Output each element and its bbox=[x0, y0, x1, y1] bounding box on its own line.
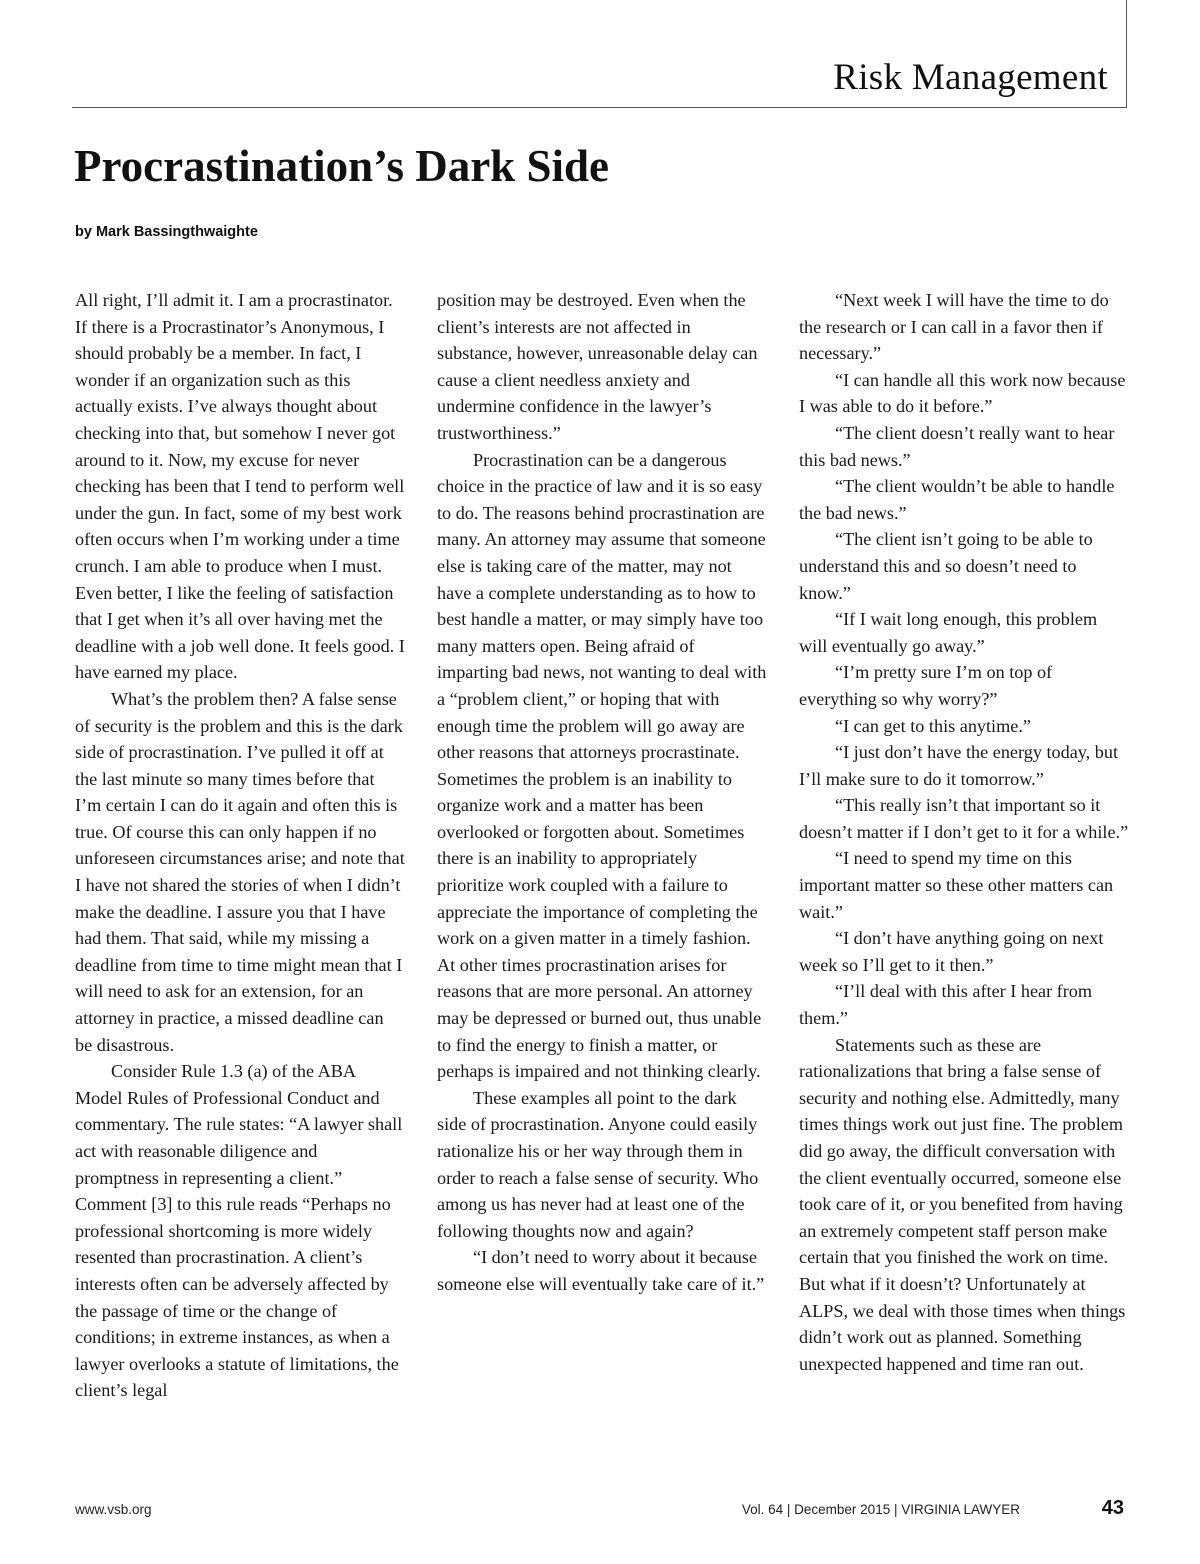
article-quote: “I can handle all this work now because I was able to do it before.” bbox=[799, 369, 1126, 417]
article-paragraph: Statements such as these are rationalizations that bring a false sense of security and nothing else. Admittedly, many times things work out just fine. The problem did go away, the difficult conversation with the client eventually occurred, someone else took care of it, or you benefited from having an extremely competent staff person make certain that you finished the work on time. But what if it doesn’t? Unfortunately at ALPS, we deal with those times when things didn’t work out as planned. Something unexpected happened and time ran out. bbox=[799, 1034, 1126, 1374]
article-byline: by Mark Bassingthwaighte bbox=[75, 224, 258, 240]
section-label: Risk Management bbox=[833, 57, 1108, 98]
article-column-1 bbox=[75, 287, 405, 1404]
header-vertical-rule bbox=[1126, 0, 1127, 108]
article-paragraph: What’s the problem then? A false sense of security is the problem and this is the dark side of procrastination. I’ve pulled it off at the last minute so many times before that I’m certain I can do it again and often this is true. Of course this can only happen if no unforeseen circumstances arise; and note that I have not shared the stories of when I didn’t make the deadline. I assure you that I have had them. That said, while my missing a deadline from time to time might mean that I will need to ask for an extension, for an attorney in practice, a missed deadline can be disastrous. bbox=[75, 688, 405, 1055]
header-rule bbox=[72, 107, 1127, 108]
article-column-3 bbox=[799, 287, 1129, 1377]
article-quote: “I don’t have anything going on next week so I’ll get to it then.” bbox=[799, 928, 1104, 975]
article-quote: “The client wouldn’t be able to handle the bad news.” bbox=[799, 476, 1115, 523]
article-column-2 bbox=[437, 287, 767, 1298]
article-quote: “I need to spend my time on this important matter so these other matters can wait.” bbox=[799, 848, 1114, 922]
article-quote: “If I wait long enough, this problem will eventually go away.” bbox=[799, 609, 1098, 656]
article-quote: “I’ll deal with this after I hear from them.” bbox=[799, 981, 1093, 1029]
footer-issue: Vol. 64 | December 2015 | VIRGINIA LAWYER bbox=[741, 1502, 1020, 1517]
article-quote: “This really isn’t that important so it doesn’t matter if I don’t get to it for a while.” bbox=[799, 795, 1129, 842]
article-quote: “I just don’t have the energy today, but I’ll make sure to do it tomorrow.” bbox=[799, 742, 1119, 789]
article-paragraph: These examples all point to the dark side of procrastination. Anyone could easily rationalize his or her way through them in order to reach a false sense of security. Who among us has never had at least one of the following thoughts now and again? bbox=[437, 1087, 759, 1241]
article-title: Procrastination’s Dark Side bbox=[74, 141, 609, 191]
article-paragraph: Consider Rule 1.3 (a) of the ABA Model Rules of Professional Conduct and commentary. The rule states: “A lawyer shall act with reasonable diligence and promptness in representing a client.” Comment [3] to this rule reads “Perhaps no professional shortcoming is more widely resented than procrastination. A client’s interests often can be adversely affected by the passage of time or the change of conditions; in extreme instances, as when a lawyer overlooks a statute of limitations, the client’s legal bbox=[75, 1061, 403, 1401]
article-quote: “The client isn’t going to be able to understand this and so doesn’t need to know.” bbox=[799, 529, 1093, 603]
article-quote: “Next week I will have the time to do the research or I can call in a favor then if necessary.” bbox=[799, 290, 1109, 364]
article-paragraph: All right, I’ll admit it. I am a procrastinator. If there is a Procrastinator’s Anonymous, I should probably be a member. In fact, I wonder if an organization such as this actually exists. I’ve always thought about checking into that, but somehow I never got around to it. Now, my excuse for never checking has been that I tend to perform well under the gun. In fact, some of my best work often occurs when I’m working under a time crunch. I am able to produce when I must. Even better, I like the feeling of satisfaction that I get when it’s all over having met the deadline with a job well done. It feels good. I have earned my place. bbox=[75, 290, 405, 683]
page-number: 43 bbox=[1101, 1497, 1124, 1519]
article-quote: “I don’t need to worry about it because someone else will eventually take care of it.” bbox=[437, 1247, 765, 1294]
article-quote: “I can get to this anytime.” bbox=[835, 715, 1031, 736]
footer-website: www.vsb.org bbox=[75, 1502, 152, 1517]
article-paragraph: Procrastination can be a dangerous choice in the practice of law and it is so easy to do. The reasons behind procrastination are many. An attorney may assume that someone else is taking care of the matter, may not have a complete understanding as to how to best handle a matter, or may simply have too many matters open. Being afraid of imparting bad news, not wanting to deal with a “problem client,” or hoping that with enough time the problem will go away are other reasons that attorneys procrastinate. Sometimes the problem is an inability to organize work and a matter has been overlooked or forgotten about. Sometimes there is an inability to appropriately prioritize work coupled with a failure to appreciate the importance of completing the work on a given matter in a timely fashion. At other times procrastination arises for reasons that are more personal. An attorney may be depressed or burned out, thus unable to find the energy to finish a matter, or perhaps is impaired and not thinking clearly. bbox=[437, 449, 767, 1082]
article-quote: “I’m pretty sure I’m on top of everything so why worry?” bbox=[799, 662, 1053, 709]
article-paragraph: position may be destroyed. Even when the client’s interests are not affected in substance, however, unreasonable delay can cause a client needless anxiety and undermine confidence in the lawyer’s trustworthiness.” bbox=[437, 290, 758, 443]
article-quote: “The client doesn’t really want to hear this bad news.” bbox=[799, 422, 1115, 470]
